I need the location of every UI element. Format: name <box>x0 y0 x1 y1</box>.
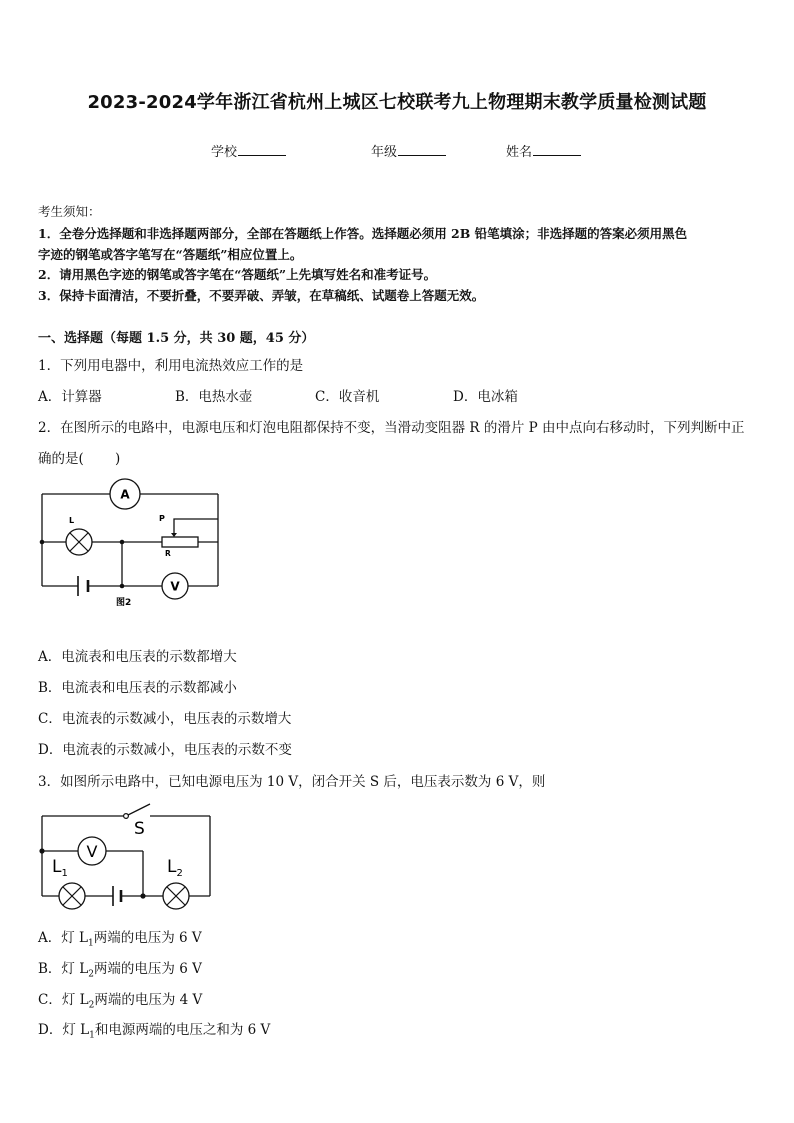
q2-option-d: D．电流表的示数减小，电压表的示数不变 <box>38 742 292 758</box>
page-title: 2023-2024学年浙江省杭州上城区七校联考九上物理期末教学质量检测试题 <box>87 92 707 113</box>
q3-option-d: D．灯 $L_1$和电源两端的电压之和为 6 V <box>38 1022 271 1041</box>
q3-stem: 3．如图所示电路中，已知电源电压为 10 V，闭合开关 S 后，电压表示数为 6 V，则 <box>38 774 546 790</box>
q2-option-b: B．电流表和电压表的示数都减小 <box>38 680 237 696</box>
school-label: 学校 <box>211 145 238 160</box>
q3-lamp2-label: $L_2$ <box>167 857 183 879</box>
q2-figure-caption: 图2 <box>116 598 132 608</box>
q3-voltmeter-label: V <box>86 842 98 861</box>
q1-option-b: B．电热水壶 <box>175 389 253 405</box>
q3-switch-blade <box>126 804 150 816</box>
notice-heading: 考生须知： <box>38 204 101 219</box>
notice-item: 3．保持卡面清洁，不要折叠，不要弄破、弄皱，在草稿纸、试题卷上答题无效。 <box>38 288 485 303</box>
q1-option-c: C．收音机 <box>315 389 380 405</box>
q3-option-c: C．灯 $L_2$两端的电压为 4 V <box>38 992 203 1011</box>
q2-resistor <box>162 537 198 547</box>
school-field[interactable] <box>211 141 286 160</box>
q3-switch-contact <box>124 814 129 819</box>
q3-switch-label: S <box>134 819 145 839</box>
q2-circuit-diagram <box>34 474 230 614</box>
q2-lamp-label: L <box>69 516 75 525</box>
grade-label: 年级 <box>371 145 398 160</box>
notice-item: 字迹的钢笔或答字笔写在“答题纸”相应位置上。 <box>38 247 303 262</box>
q3-option-b: B．灯 $L_2$两端的电压为 6 V <box>38 961 202 980</box>
section-heading: 一、选择题（每题 1.5 分，共 30 题，45 分） <box>38 331 315 346</box>
q2-stem-line2: 确的是( ) <box>38 451 121 467</box>
q2-ammeter-label: A <box>120 487 130 502</box>
notice-item: 2．请用黑色字迹的钢笔或答字笔在“答题纸”上先填写姓名和准考证号。 <box>38 267 437 282</box>
q1-option-a: A．计算器 <box>38 389 102 405</box>
q2-resistor-label: R <box>165 549 171 558</box>
q2-option-c: C．电流表的示数减小，电压表的示数增大 <box>38 711 292 727</box>
q1-option-d: D．电冰箱 <box>453 389 518 405</box>
notice-item: 1．全卷分选择题和非选择题两部分，全部在答题纸上作答。选择题必须用 2B 铅笔填涂；非选择题的答案必须用黑色 <box>38 226 688 241</box>
name-label: 姓名 <box>506 145 533 160</box>
q2-voltmeter-label: V <box>170 579 180 594</box>
q3-circuit-diagram <box>34 796 216 918</box>
q3-option-a: A．灯 $L_1$两端的电压为 6 V <box>38 930 202 949</box>
q3-lamp1-label: $L_1$ <box>52 857 68 879</box>
q2-slider-label: P <box>159 514 165 523</box>
q2-stem-line1: 2．在图所示的电路中，电源电压和灯泡电阻都保持不变，当滑动变阻器 R 的滑片 P 由中点向右移动时，下列判断中正 <box>38 420 745 436</box>
name-field[interactable] <box>506 141 581 160</box>
q2-option-a: A．电流表和电压表的示数都增大 <box>38 649 237 665</box>
q1-stem: 1．下列用电器中，利用电流热效应工作的是 <box>38 358 304 374</box>
grade-field[interactable] <box>371 141 446 160</box>
